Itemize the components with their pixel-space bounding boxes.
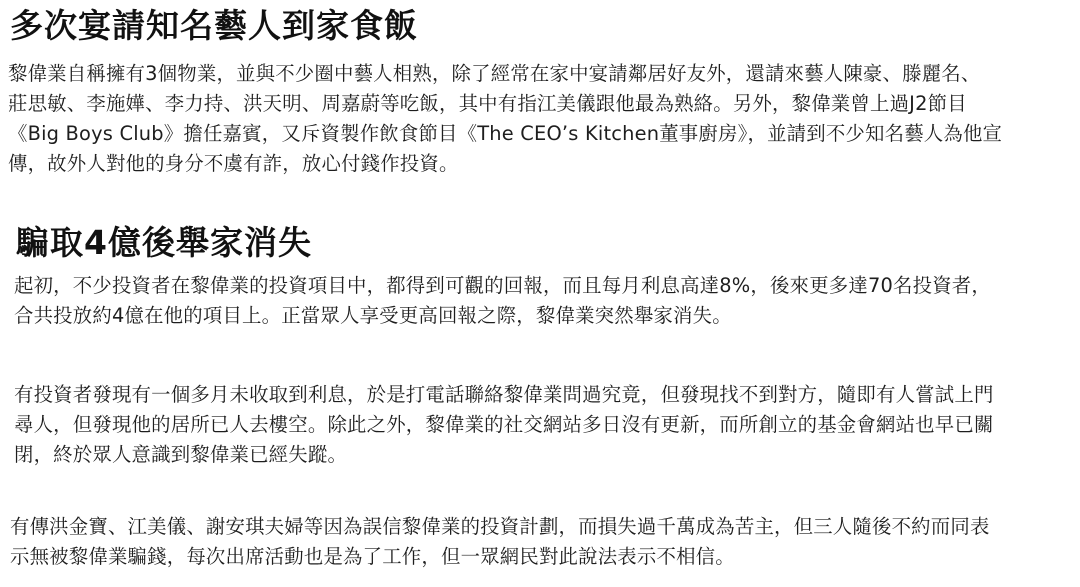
paragraph-line: 起初，不少投資者在黎偉業的投資項目中，都得到可觀的回報，而且每月利息高達8%，後來更多達70名投資者， bbox=[14, 274, 991, 297]
paragraph-line: 尋人，但發現他的居所已人去樓空。除此之外，黎偉業的社交網站多日沒有更新，而所創立的基金會網站也早已關 bbox=[14, 413, 994, 436]
paragraph-line: 黎偉業自稱擁有3個物業，並與不少圈中藝人相熟，除了經常在家中宴請鄰居好友外，還請來藝人陳豪、滕麗名、 bbox=[8, 62, 981, 85]
paragraph-line: 莊思敏、李施嬅、李力持、洪天明、周嘉蔚等吃飯，其中有指江美儀跟他最為熟絡。另外，黎偉業曾上過J2節目 bbox=[8, 92, 967, 115]
paragraph-line: 《Big Boys Club》擔任嘉賓，又斥資製作飲食節目《The CEO’s Kitchen董事廚房》，並請到不少知名藝人為他宣 bbox=[8, 122, 1003, 145]
paragraph-line: 有投資者發現有一個多月未收取到利息，於是打電話聯絡黎偉業問過究竟，但發現找不到對方，隨即有人嘗試上門 bbox=[14, 383, 994, 406]
section-heading-disappearance: 騙取4億後舉家消失 bbox=[16, 223, 312, 262]
paragraph-investment-returns bbox=[14, 271, 991, 331]
paragraph-line: 傳，故外人對他的身分不虞有詐，放心付錢作投資。 bbox=[8, 152, 459, 175]
paragraph-line: 合共投放約4億在他的項目上。正當眾人享受更高回報之際，黎偉業突然舉家消失。 bbox=[14, 304, 732, 327]
section-heading-dinners: 多次宴請知名藝人到家食飯 bbox=[10, 6, 418, 45]
paragraph-line: 示無被黎偉業騙錢，每次出席活動也是為了工作，但一眾網民對此說法表示不相信。 bbox=[10, 545, 735, 568]
paragraph-investors-discover bbox=[14, 380, 994, 470]
paragraph-line: 有傳洪金寶、江美儀、謝安琪夫婦等因為誤信黎偉業的投資計劃，而損失過千萬成為苦主，但三人隨後不約而同表 bbox=[10, 515, 990, 538]
paragraph-host-background bbox=[8, 59, 1002, 179]
paragraph-celebrity-rumours bbox=[10, 512, 990, 572]
paragraph-line: 閉，終於眾人意識到黎偉業已經失蹤。 bbox=[14, 443, 348, 466]
